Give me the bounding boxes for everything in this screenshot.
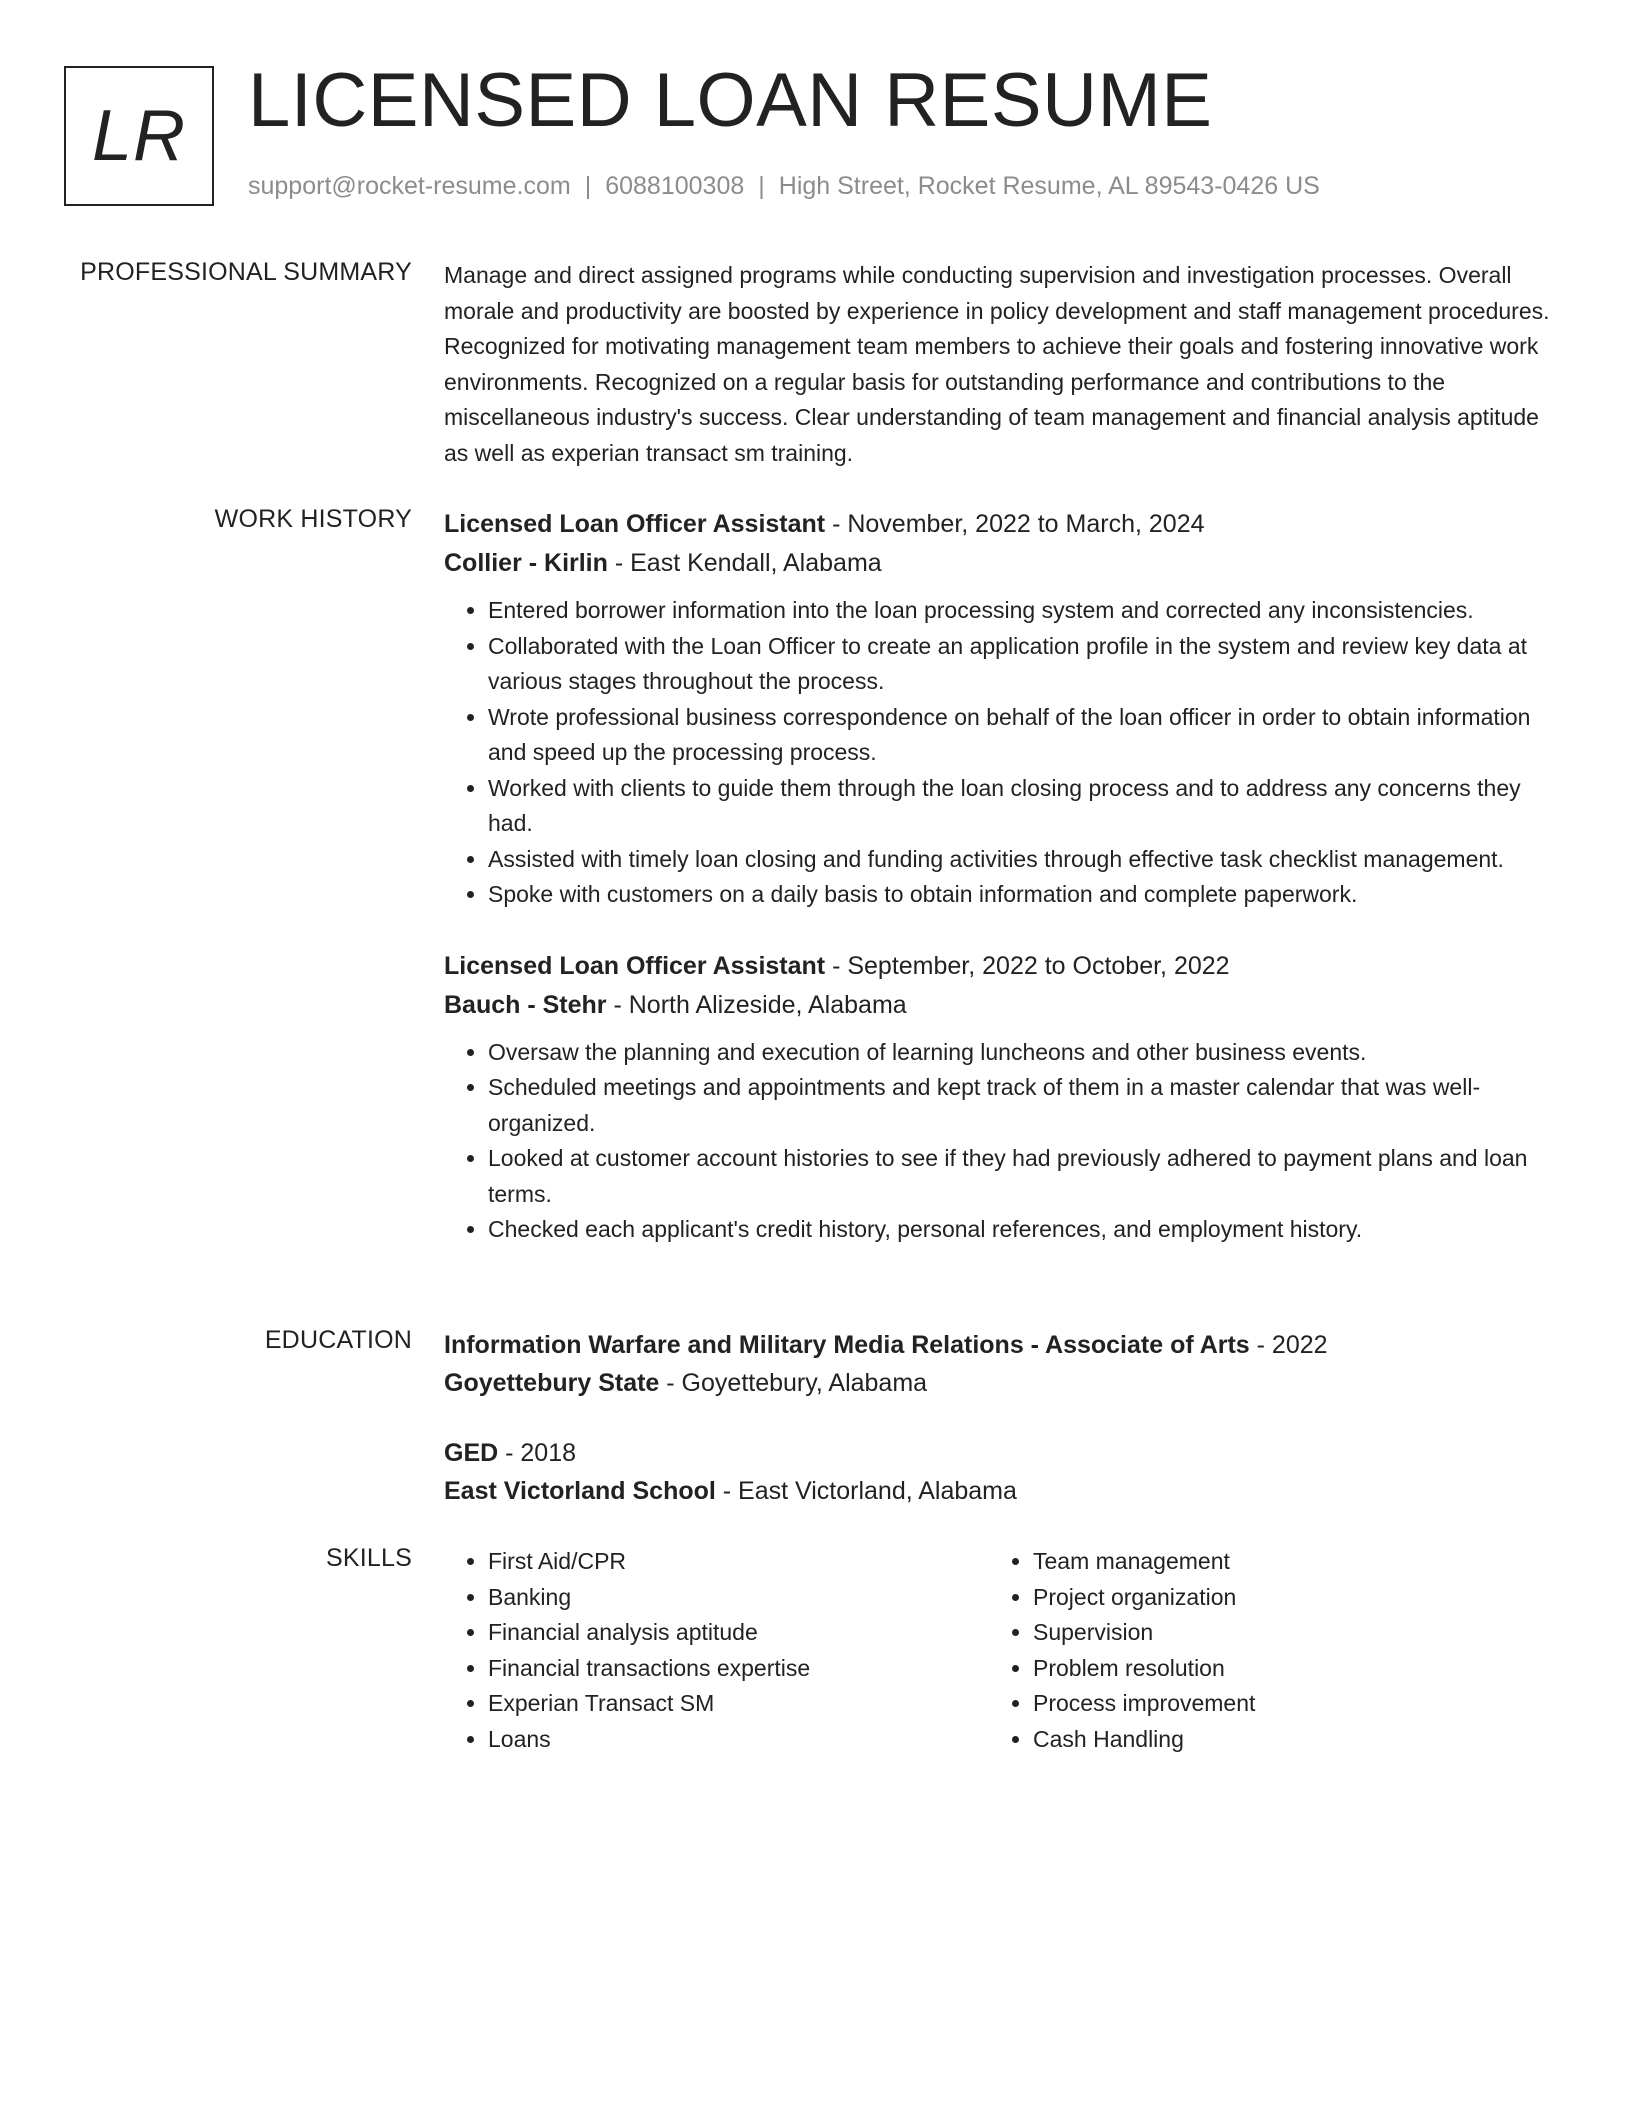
section-label-summary: PROFESSIONAL SUMMARY — [80, 258, 412, 286]
education-school-line — [444, 1364, 1554, 1402]
job-company: Collier - Kirlin — [444, 549, 608, 577]
contact-line — [248, 172, 1320, 201]
job-title: Licensed Loan Officer Assistant — [444, 951, 826, 980]
job-location: - North Alizeside, Alabama — [606, 990, 907, 1019]
monogram-box — [64, 66, 214, 206]
skills-list — [989, 1544, 1534, 1757]
education-school: East Victorland School — [444, 1477, 716, 1505]
job-dates: - November, 2022 to March, 2024 — [825, 510, 1205, 538]
job-bullet: • Assisted with timely loan closing and funding activities through effective task checklist management. — [488, 842, 1554, 878]
job-entry — [444, 505, 1554, 913]
section-label-education: EDUCATION — [264, 1326, 412, 1354]
job-bullet: • Wrote professional business correspondence on behalf of the loan officer in order to obtain information and speed up the processing process. — [488, 700, 1554, 771]
job-bullet: • Checked each applicant's credit history, personal references, and employment history. — [488, 1212, 1554, 1248]
job-bullet: • Spoke with customers on a daily basis to obtain information and complete paperwork. — [488, 877, 1554, 913]
job-bullet: • Collaborated with the Loan Officer to create an application profile in the system and review key data at various stages throughout the process. — [488, 629, 1554, 700]
summary-text: Manage and direct assigned programs while conducting supervision and investigation processes. Overall morale and productivity are boosted by experience in policy development and staff management procedures. Recognized for motivating management team members to achieve their goals and fostering innovative work environments. Recognized on a regular basis for outstanding performance and contributions to the miscellaneous industry's success. Clear understanding of team management and financial analysis aptitude as well as experian transact sm training. — [444, 262, 1550, 466]
job-company-line — [444, 986, 1554, 1025]
job-entry — [444, 947, 1554, 1248]
education-degree-line — [444, 1326, 1554, 1364]
job-title-line — [444, 947, 1554, 986]
job-company: Bauch - Stehr — [444, 990, 607, 1019]
skill-item: • Process improvement — [1033, 1686, 1534, 1722]
job-bullets — [444, 593, 1554, 913]
skill-item: • Loans — [488, 1722, 989, 1758]
education-entry — [444, 1326, 1554, 1402]
job-bullet: • Looked at customer account histories to see if they had previously adhered to payment plans and loan terms. — [488, 1141, 1554, 1212]
job-location: - East Kendall, Alabama — [607, 549, 882, 577]
skills-columns — [444, 1544, 1554, 1757]
education-degree: GED — [444, 1439, 499, 1467]
job-bullets — [444, 1035, 1554, 1248]
job-title: Licensed Loan Officer Assistant — [444, 510, 826, 538]
contact-address: High Street, Rocket Resume, AL 89543-0426 US — [778, 172, 1320, 200]
skill-item: • Problem resolution — [1033, 1651, 1534, 1687]
education-entry — [444, 1434, 1554, 1510]
section-label-work-history: WORK HISTORY — [214, 505, 412, 533]
job-company-line — [444, 544, 1554, 583]
job-bullet: • Oversaw the planning and execution of learning luncheons and other business events. — [488, 1035, 1554, 1071]
section-label-skills: SKILLS — [326, 1544, 412, 1572]
monogram-initials: LR — [91, 96, 187, 176]
contact-email: support@rocket-resume.com — [248, 172, 571, 200]
skill-item: • Experian Transact SM — [488, 1686, 989, 1722]
job-title-line — [444, 505, 1554, 544]
education-school: Goyettebury State — [444, 1369, 660, 1397]
skill-item: • Financial transactions expertise — [488, 1651, 989, 1687]
skill-item: • First Aid/CPR — [488, 1544, 989, 1580]
skills-list — [444, 1544, 989, 1757]
skill-item: • Supervision — [1033, 1615, 1534, 1651]
job-bullet: • Entered borrower information into the loan processing system and corrected any inconsistencies. — [488, 593, 1554, 629]
job-bullet: • Scheduled meetings and appointments and kept track of them in a master calendar that was well-organized. — [488, 1070, 1554, 1141]
contact-separator: | — [584, 172, 592, 200]
education-degree-line — [444, 1434, 1554, 1472]
skill-item: • Cash Handling — [1033, 1722, 1534, 1758]
skill-item: • Banking — [488, 1580, 989, 1616]
contact-phone: 6088100308 — [605, 172, 745, 200]
job-dates: - September, 2022 to October, 2022 — [825, 951, 1230, 980]
education-year: - 2022 — [1249, 1331, 1328, 1359]
job-bullet: • Worked with clients to guide them through the loan closing process and to address any concerns they had. — [488, 771, 1554, 842]
contact-separator: | — [758, 172, 765, 200]
education-year: - 2018 — [498, 1439, 577, 1467]
skills-column-right — [989, 1544, 1534, 1757]
education-degree: Information Warfare and Military Media Relations - Associate of Arts — [444, 1331, 1250, 1359]
education-location: - Goyettebury, Alabama — [659, 1369, 928, 1397]
skill-item: • Financial analysis aptitude — [488, 1615, 989, 1651]
education-school-line — [444, 1472, 1554, 1510]
skills-column-left — [444, 1544, 989, 1757]
education-location: - East Victorland, Alabama — [715, 1477, 1017, 1505]
resume-title: LICENSED LOAN RESUME — [248, 58, 1213, 143]
skill-item: • Project organization — [1033, 1580, 1534, 1616]
skill-item: • Team management — [1033, 1544, 1534, 1580]
